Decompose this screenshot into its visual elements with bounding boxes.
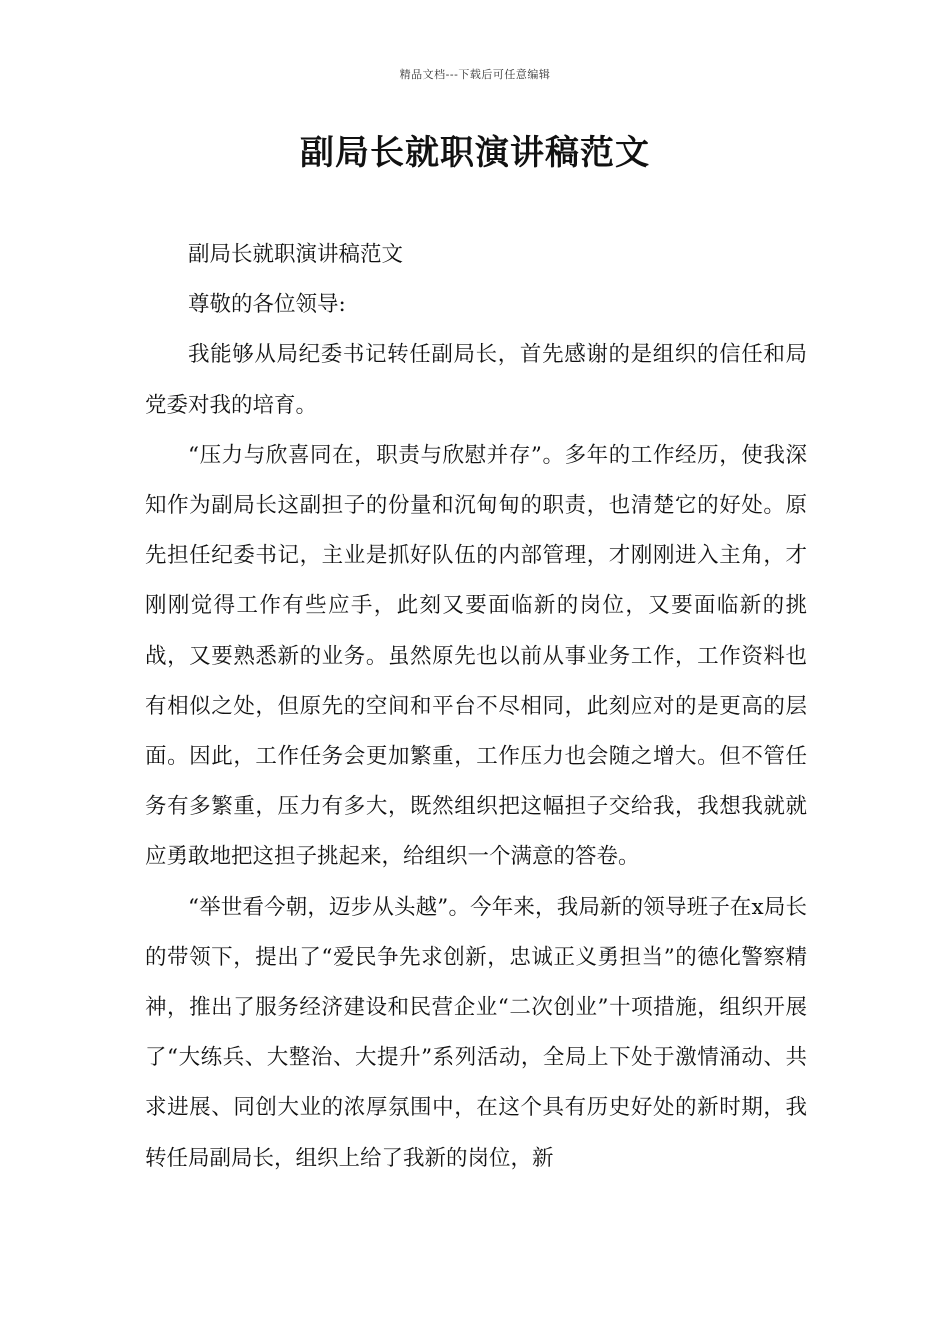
paragraph-3: “举世看今朝，迈步从头越”。今年来，我局新的领导班子在x局长的带领下，提出了“爱民争先求创新，忠诚正义勇担当”的德化警察精神，推出了服务经济建设和民营企业“二次创业”十项措施，组织开展了“大练兵、大整治、大提升”系列活动，全局上下处于激情涌动、共求进展、同创大业的浓厚氛围中，在这个具有历史好处的新时期，我转任局副局长，组织上给了我新的岗位，新	[145, 894, 807, 1171]
header-note: 精品文档---下载后可任意编辑	[399, 68, 551, 81]
paragraph-1: 我能够从局纪委书记转任副局长，首先感谢的是组织的信任和局党委对我的培育。	[145, 342, 807, 418]
paragraph-salutation: 尊敬的各位领导:	[188, 292, 346, 318]
document-title: 副局长就职演讲稿范文	[300, 133, 650, 173]
paragraph-subtitle: 副局长就职演讲稿范文	[188, 242, 404, 267]
document-body	[145, 230, 807, 1184]
paragraph-2: “压力与欣喜同在，职责与欣慰并存”。多年的工作经历，使我深知作为副局长这副担子的份量和沉甸甸的职责，也清楚它的好处。原先担任纪委书记，主业是抓好队伍的内部管理，才刚刚进入主角，才刚刚觉得工作有些应手，此刻又要面临新的岗位，又要面临新的挑战，又要熟悉新的业务。虽然原先也以前从事业务工作，工作资料也有相似之处，但原先的空间和平台不尽相同，此刻应对的是更高的层面。因此，工作任务会更加繁重，工作压力也会随之增大。但不管任务有多繁重，压力有多大，既然组织把这幅担子交给我，我想我就就应勇敢地把这担子挑起来，给组织一个满意的答卷。	[145, 442, 807, 870]
